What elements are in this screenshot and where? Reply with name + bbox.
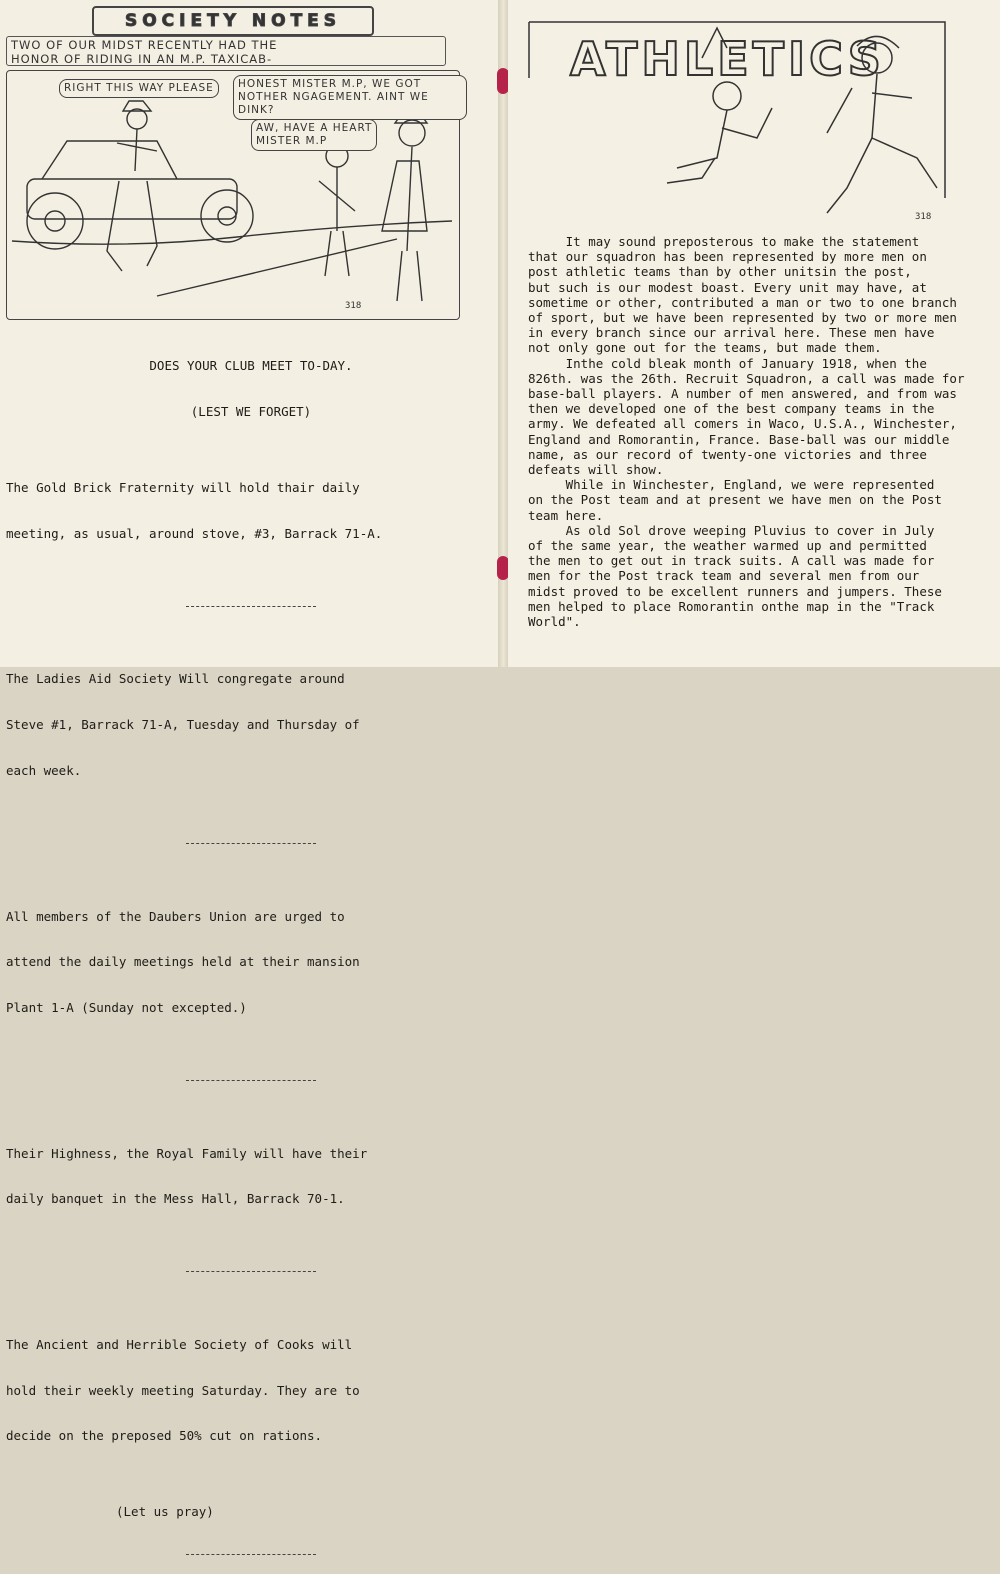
soldier-speech-bubble xyxy=(233,75,467,120)
article-line: of sport, but we have been represented by two or more men xyxy=(528,310,957,326)
article-line: then we developed one of the best company teams in the xyxy=(528,401,935,417)
notices-closing: (Let us pray) xyxy=(116,1504,214,1520)
club-notices xyxy=(6,328,496,1574)
notice-line: hold their weekly meeting Saturday. They are to xyxy=(6,1382,360,1398)
mp-taxicab-cartoon xyxy=(6,70,460,320)
article-line: England and Romorantin, France. Base-ball was our middle xyxy=(528,431,950,447)
second-bubble-line-2: MISTER M.P xyxy=(256,135,328,147)
article-line: team here. xyxy=(528,507,604,523)
article-line: the men to get out in track suits. A call was made for xyxy=(528,553,935,569)
notice-line: Plant 1-A (Sunday not excepted.) xyxy=(6,999,247,1015)
article-line: men helped to place Romorantin onthe map in the "Track xyxy=(528,598,935,614)
driver-speech-bubble: RIGHT THIS WAY PLEASE xyxy=(59,79,219,98)
athletics-article xyxy=(528,234,988,629)
article-line: in every branch since our arrival here. These men have xyxy=(528,325,935,341)
article-line: defeats will show. xyxy=(528,462,664,478)
caption-line-1: TWO OF OUR MIDST RECENTLY HAD THE xyxy=(11,38,278,52)
article-line: base-ball players. A number of men answered, and from was xyxy=(528,386,957,402)
separator-rule xyxy=(186,606,316,607)
notice-line: Steve #1, Barrack 71-A, Tuesday and Thursday of xyxy=(6,717,360,733)
notice-line: Their Highness, the Royal Family will have their xyxy=(6,1145,368,1161)
separator-rule xyxy=(186,1080,316,1081)
notice-line: attend the daily meetings held at their mansion xyxy=(6,954,360,970)
article-line: Inthe cold bleak month of January 1918, when the xyxy=(528,355,927,371)
article-line: not only gone out for the teams, but made them. xyxy=(528,340,882,356)
notices-title: DOES YOUR CLUB MEET TO-DAY. xyxy=(149,358,353,374)
artist-signature: 318 xyxy=(345,301,362,311)
notice-line: daily banquet in the Mess Hall, Barrack 70-1. xyxy=(6,1191,345,1207)
athletics-artist-signature: 318 xyxy=(915,212,932,222)
notice-line: All members of the Daubers Union are urged to xyxy=(6,908,345,924)
second-bubble-line-1: AW, HAVE A HEART xyxy=(256,122,373,134)
article-line: midst proved to be excellent runners and jumpers. These xyxy=(528,583,942,599)
article-line: 826th. was the 26th. Recruit Squadron, a call was made for xyxy=(528,370,965,386)
article-line: While in Winchester, England, we were represented xyxy=(528,477,935,493)
notice-line: The Ladies Aid Society Will congregate around xyxy=(6,671,345,687)
soldier-bubble-line-1: HONEST MISTER M.P, WE GOT xyxy=(238,78,422,90)
notice-line: meeting, as usual, around stove, #3, Barrack 71-A. xyxy=(6,525,383,541)
article-line: sometime or other, contributed a man or two to one branch xyxy=(528,294,957,310)
separator-rule xyxy=(186,843,316,844)
article-line: As old Sol drove weeping Pluvius to cover in July xyxy=(528,522,935,538)
notice-society-of-cooks xyxy=(6,1307,496,1474)
notice-daubers-union xyxy=(6,878,496,1045)
second-speech-bubble xyxy=(251,119,377,151)
article-line: men for the Post track team and several men from our xyxy=(528,568,920,584)
separator-rule xyxy=(186,1271,316,1272)
notices-motto: (LEST WE FORGET) xyxy=(190,404,312,420)
article-line: of the same year, the weather warmed up and permitted xyxy=(528,538,927,554)
article-line: that our squadron has been represented by more men on xyxy=(528,249,927,265)
article-line: World". xyxy=(528,614,581,630)
caption-line-2: HONOR OF RIDING IN AN M.P. TAXICAB- xyxy=(11,52,273,66)
article-line: It may sound preposterous to make the statement xyxy=(528,234,920,249)
notice-line: each week. xyxy=(6,762,82,778)
article-line: post athletic teams than by other unitsin the post, xyxy=(528,264,912,280)
article-line: name, as our record of twenty-one victories and three xyxy=(528,446,927,462)
athletics-heading: ATHLETICS xyxy=(570,32,885,86)
article-line: on the Post team and at present we have men on the Post xyxy=(528,492,942,508)
article-line: but such is our modest boast. Every unit may have, at xyxy=(528,279,927,295)
soldier-bubble-line-2: NOTHER NGAGEMENT. AINT WE DINK? xyxy=(238,91,429,116)
notice-line: decide on the preposed 50% cut on rations. xyxy=(6,1428,323,1444)
separator-rule xyxy=(186,1554,316,1555)
article-line: army. We defeated all comers in Waco, U.S.A., Winchester, xyxy=(528,416,957,432)
notice-ladies-aid xyxy=(6,641,496,808)
notice-gold-brick xyxy=(6,450,496,572)
society-notes-heading: SOCIETY NOTES xyxy=(92,6,374,36)
notice-line: The Gold Brick Fraternity will hold thair daily xyxy=(6,480,360,496)
notice-line: The Ancient and Herrible Society of Cooks will xyxy=(6,1337,353,1352)
notice-royal-family xyxy=(6,1115,496,1237)
cartoon-caption xyxy=(6,36,446,66)
